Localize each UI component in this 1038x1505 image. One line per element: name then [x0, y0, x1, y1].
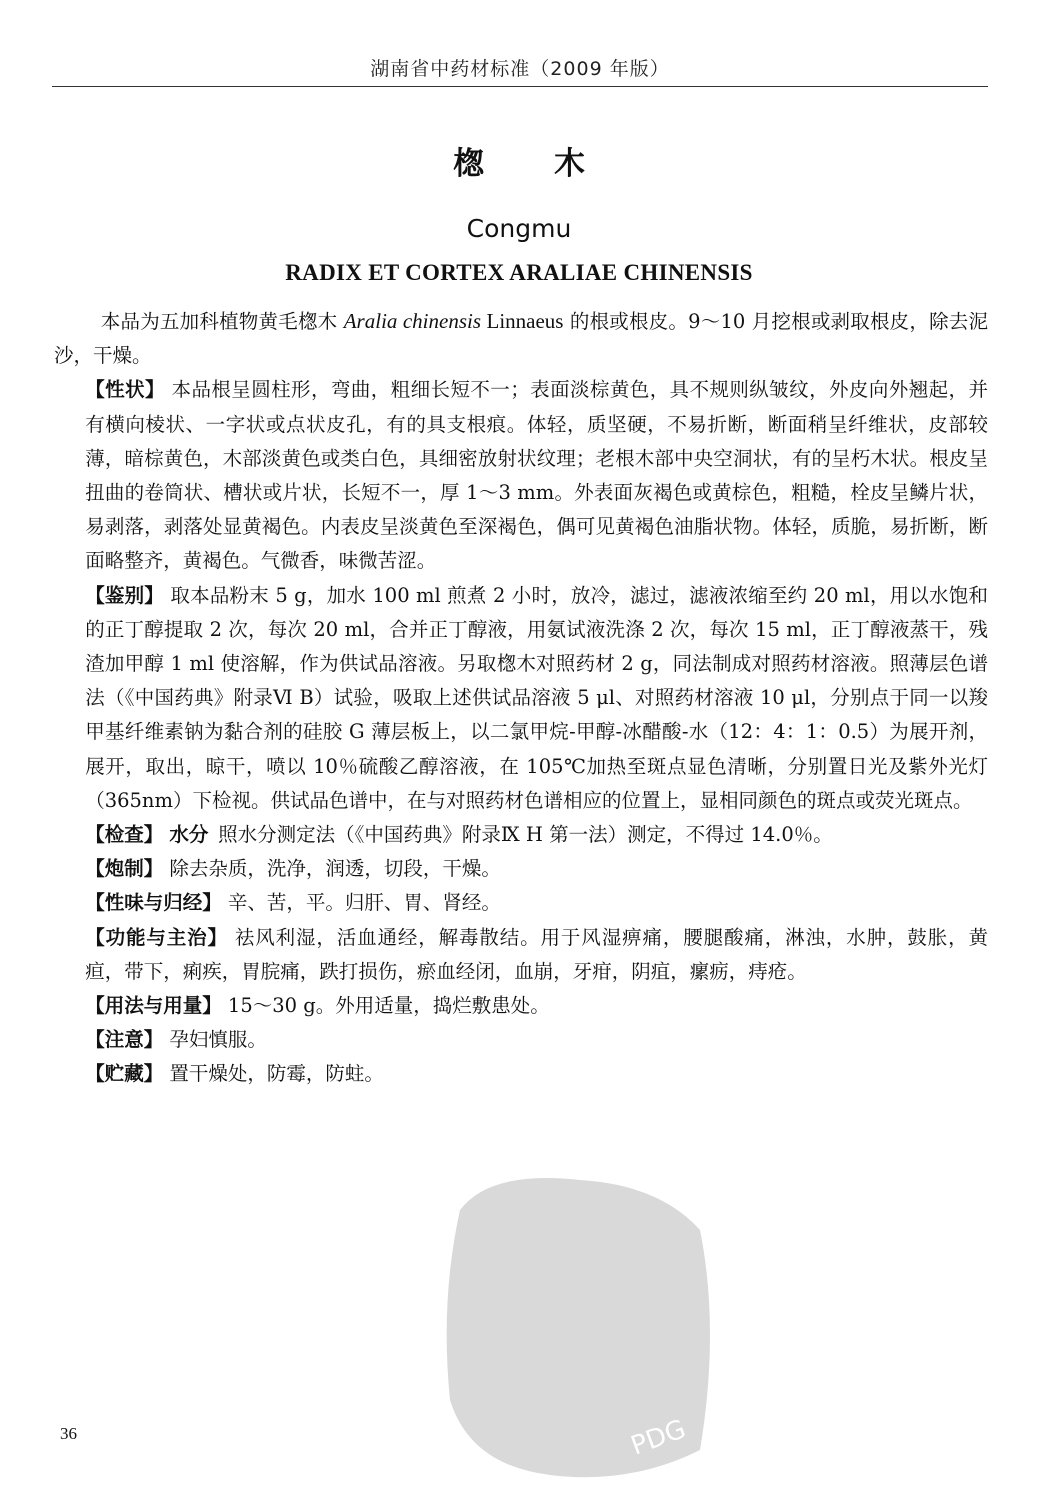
section-text-identification: 取本品粉末 5 g，加水 100 ml 煎煮 2 小时，放冷，滤过，滤液浓缩至约 20 ml，用以水饱和的正丁醇提取 2 次，每次 20 ml，合并正丁醇液，用氨试液洗涤 2 次，每次 15 ml，正丁醇液蒸干，残渣加甲醇 1 ml 使溶解，作为供试品溶液。另取楤木对照药材 2 g，同法制成对照药材溶液。照薄层色谱法（《中国药典》附录Ⅵ B）试验，吸取上述供试品溶液 5 μl、对照药材溶液 10 μl，分别点于同一以羧甲基纤维素钠为黏合剂的硅胶 G 薄层板上，以二氯甲烷-甲醇-冰醋酸-水（12：4：1：0.5）为展开剂，展开，取出，晾干，喷以 10％硫酸乙醇溶液，在 105℃加热至斑点显色清晰，分别置日光及紫外光灯（365nm）下检视。供试品色谱中，在与对照药材色谱相应的位置上，显相同颜色的斑点或荧光斑点。 [85, 583, 988, 812]
pinyin-name: Congmu [466, 214, 572, 243]
section-text-description: 本品根呈圆柱形，弯曲，粗细长短不一；表面淡棕黄色，具不规则纵皱纹，外皮向外翘起，并有横向棱状、一字状或点状皮孔，有的具支根痕。体轻，质坚硬，不易折断，断面稍呈纤维状，皮部较薄，暗棕黄色，木部淡黄色或类白色，具细密放射状纹理；老根木部中央空洞状，有的呈朽木状。根皮呈扭曲的卷筒状、槽状或片状，长短不一，厚 1～3 mm。外表面灰褐色或黄棕色，粗糙，栓皮呈鳞片状，易剥落，剥落处显黄褐色。内表皮呈淡黄色至深褐色，偶可见黄褐色油脂状物。体轻，质脆，易折断，断面略整齐，黄褐色。气微香，味微苦涩。 [85, 378, 988, 573]
monograph-body [54, 304, 988, 1092]
section-label-description: 【性状】 [85, 378, 165, 402]
section-text-processing: 除去杂质，洗净，润透，切段，干燥。 [169, 857, 501, 881]
section-text-examination: 照水分测定法（《中国药典》附录Ⅸ H 第一法）测定，不得过 14.0％。 [218, 823, 833, 847]
section-text-dosage: 15～30 g。外用适量，捣烂敷患处。 [227, 994, 550, 1018]
title-char-1: 楤 [453, 146, 484, 182]
species-author: Linnaeus [481, 309, 564, 333]
species-name: Aralia chinensis [343, 309, 482, 333]
seal-mark: PDG [627, 1414, 690, 1462]
section-identification [54, 579, 988, 818]
section-label-nature: 【性味与归经】 [85, 891, 222, 915]
intro-paragraph [54, 304, 988, 373]
section-text-precautions: 孕妇慎服。 [169, 1028, 267, 1052]
section-storage [54, 1057, 988, 1091]
section-text-functions: 祛风利湿，活血通经，解毒散结。用于风湿痹痛，腰腿酸痛，淋浊，水肿，鼓胀，黄疸，带下，痢疾，胃脘痛，跌打损伤，瘀血经闭，血崩，牙疳，阴疽，瘰疬，痔疮。 [85, 925, 988, 983]
section-processing [54, 852, 988, 886]
section-description [54, 373, 988, 578]
section-label-identification: 【鉴别】 [85, 583, 165, 607]
section-label-dosage: 【用法与用量】 [85, 994, 222, 1018]
seal-watermark [430, 1150, 730, 1490]
section-functions [54, 921, 988, 989]
running-title: 湖南省中药材标准（2009 年版） [370, 58, 670, 80]
latin-name: RADIX ET CORTEX ARALIAE CHINENSIS [285, 260, 753, 285]
section-precautions [54, 1023, 988, 1057]
running-header [52, 52, 988, 87]
monograph-title [0, 138, 1038, 183]
section-text-nature: 辛、苦，平。归肝、胃、肾经。 [227, 891, 501, 915]
section-label-functions: 【功能与主治】 [85, 925, 228, 949]
section-examination [54, 818, 988, 852]
section-label-processing: 【炮制】 [85, 857, 164, 881]
section-label-precautions: 【注意】 [85, 1028, 164, 1052]
section-sublabel-moisture: 水分 [169, 823, 209, 847]
section-label-storage: 【贮藏】 [85, 1062, 164, 1086]
intro-text-after: 的根或根皮。9～10 月挖根或剥取根皮，除去泥沙，干燥。 [54, 310, 988, 368]
page-number: 36 [60, 1424, 77, 1443]
section-nature [54, 886, 988, 920]
title-char-2: 木 [554, 146, 585, 182]
section-label-examination: 【检查】 [85, 823, 164, 847]
section-dosage [54, 989, 988, 1023]
section-text-storage: 置干燥处，防霉，防蛀。 [169, 1062, 384, 1086]
intro-text-before: 本品为五加科植物黄毛楤木 [100, 310, 344, 333]
